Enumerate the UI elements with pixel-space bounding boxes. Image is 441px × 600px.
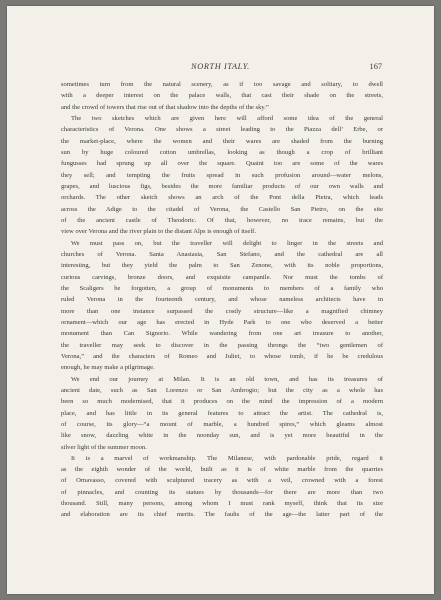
text-line: silver light of the summer moon. (61, 443, 147, 451)
text-line: with a deeper interest on the palace walls, that cast their shade on the streets, (61, 92, 383, 100)
text-line: of pinnacles, and counting its statues by thousands—for there are more than two (61, 488, 383, 496)
body-text (61, 79, 383, 521)
text-line: as the eighth wonder of the world, built as it is of white marble from the quarries (61, 466, 383, 474)
text-line: and elaboration are its chief merits. The faults of the age—the latter part of the (61, 511, 383, 519)
text-line: fungusses had sprung up all over the square. Quaint too are some of the wares (61, 160, 383, 168)
text-line: the Scaligers be forgotten, a group of monuments to members of a family who (61, 284, 383, 292)
text-line: and the crowd of towers that rise out of that shadow into the depths of the sky.” (61, 103, 269, 111)
text-line: churches of Verona. Santa Anastasia, San Stefano, and the cathedral are all (61, 250, 383, 258)
text-line: sometimes turn from the natural scenery, as if too savage and solitary, to dwell (61, 81, 383, 88)
text-line: been so much modernised, that it produces on the mind the impression of a modern (61, 398, 383, 406)
text-line: enough, he may make a pilgrimage. (61, 364, 155, 372)
book-page (7, 6, 434, 594)
text-line: they sell; and tempting the fruits spread in such profusion around—water melons, (61, 171, 383, 179)
text-line: of the ancient castle of Theodoric. Of that, however, no trace remains, but the (61, 216, 383, 224)
text-line: It is a marvel of workmanship. The Milanese, with pardonable pride, regard it (71, 454, 383, 462)
text-line: ornament—which our age has erected in Hyde Park to one who deserved a better (61, 318, 383, 326)
text-line: curious carvings, bronze doors, and exquisite campanile. Nor must the tombs of (61, 273, 383, 281)
text-line: grapes, and luscious figs, besides the more familiar products of our own walls and (61, 182, 383, 190)
running-title: NORTH ITALY. (191, 62, 250, 71)
text-line: The two sketches which are given here will afford some idea of the general (71, 114, 383, 122)
text-line: ancient date, such as San Lorenzo or San Ambrogio; but the city as a whole has (61, 386, 383, 394)
text-line: place, and has little in its general features to attract the artist. The cathedral is, (61, 409, 383, 417)
text-line: monument than Can Signorio. While wandering from one art treasure to another, (61, 330, 383, 338)
text-line: Verona,” and the characters of Romeo and Juliet, to whose tomb, if he be credulous (61, 352, 383, 360)
text-line: thousand. Still, many persons, among whom I must rank myself, think that its size (61, 500, 383, 508)
text-line: ruled Verona in the fourteenth century, and whose nameless architects have in (61, 296, 383, 304)
text-line: across the Adige to the citadel of Verona, the Castello San Pietro, on the site (61, 205, 383, 213)
text-line: We end our journey at Milan. It is an old town, and has its treasures of (71, 375, 383, 383)
text-line: view over Verona and the river plain to the distant Alps is enough of itself. (61, 228, 256, 236)
text-line: more than one instance surpassed the costly structure—like a magnified chimney (61, 307, 383, 315)
text-line: the traveller may seek to discover in the passing throngs the “two gentlemen of (61, 341, 383, 349)
text-line: orchards. The other sketch shows an arch of the Pont della Pietra, which leads (61, 194, 383, 202)
text-line: characteristics of Verona. One shows a street leading to the Piazza dell’ Erbe, or (61, 126, 383, 134)
text-line: the market-place, where the women and their wares are shaded from the burning (61, 137, 383, 145)
text-line: interesting, but they yield the palm to San Zenone, with its noble proportions, (61, 262, 383, 270)
text-line: of course, its glory—“a mount of marble, a hundred spires,” which gleams almost (61, 420, 383, 428)
text-line: sun by huge coloured cotton umbrellas, looking as though a crop of brilliant (61, 148, 383, 156)
text-line: We must pass on, but the traveller will delight to linger in the streets and (71, 239, 383, 247)
page-header (7, 62, 434, 74)
page-number: 167 (369, 62, 382, 71)
text-line: of Ornavasso, covered with sculptured tracery as with a veil, crowned with a forest (61, 477, 383, 485)
text-line: like snow, dazzling white in the noonday sun, and is yet more beautiful in the (61, 432, 383, 440)
